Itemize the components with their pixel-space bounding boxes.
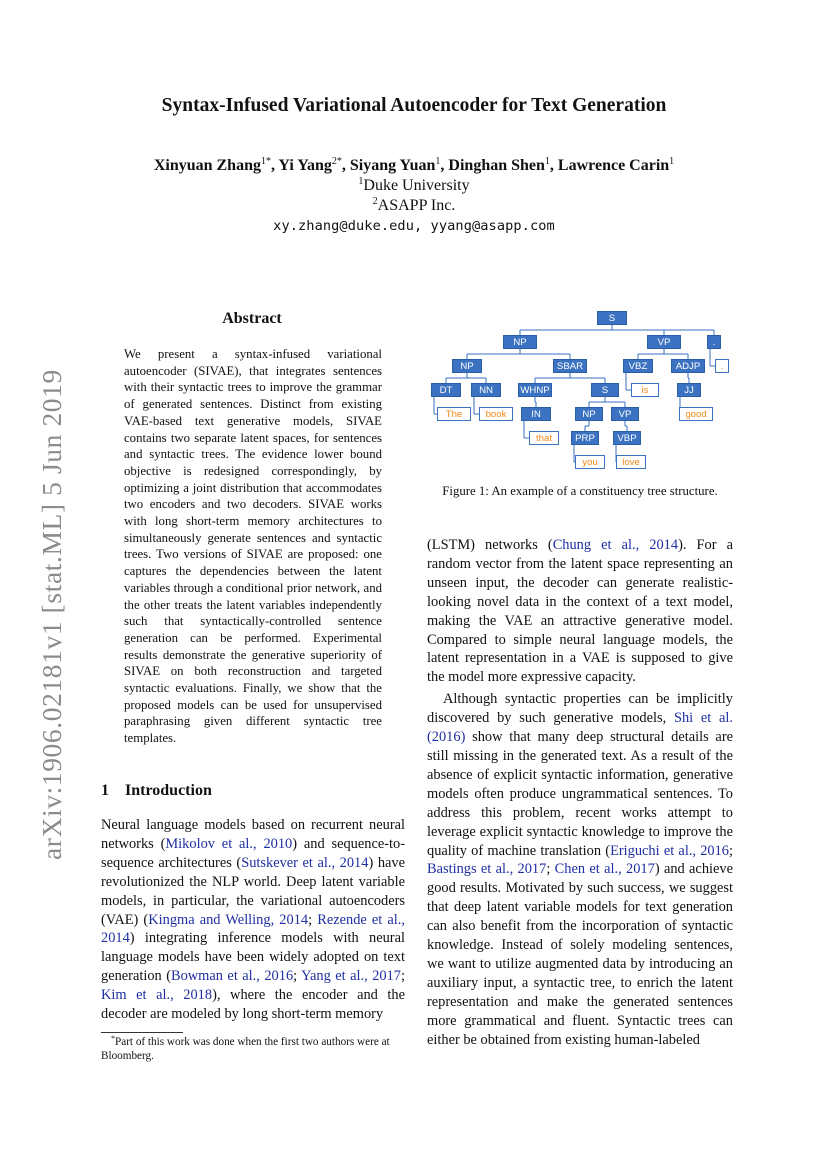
tree-node-label: NP	[452, 359, 482, 373]
citation-link[interactable]: Yang et al., 2017	[301, 968, 401, 985]
body-text: ;	[546, 861, 555, 878]
tree-node-label: VBZ	[623, 359, 653, 373]
tree-node-label: SBAR	[553, 359, 587, 373]
tree-leaf-word: The	[437, 407, 471, 421]
footnote-divider	[101, 1032, 183, 1033]
author-affiliation-marker: 1*	[260, 156, 271, 167]
author-name: Lawrence Carin	[557, 157, 670, 174]
footnote	[101, 1036, 405, 1063]
body-text: ). For a random vector from the latent space representing an unseen input, the decoder can generate realistic-looking novel data in the context of a text model, making the VAE an attractive generative model. Compared to simple neural language models, the latent representation in a VAE is supposed to give the model more expressive capacity.	[427, 537, 733, 686]
citation-link[interactable]: Shi et al. (2016)	[427, 710, 733, 746]
citation-link[interactable]: Eriguchi et al., 2016	[610, 842, 729, 859]
tree-node-label: WHNP	[518, 383, 552, 397]
affiliation-1	[0, 177, 828, 195]
tree-node-label: DT	[431, 383, 461, 397]
tree-node-label: IN	[521, 407, 551, 421]
paragraph	[427, 690, 733, 1049]
citation-link[interactable]: Bowman et al., 2016	[171, 968, 294, 985]
tree-leaf-word: .	[715, 359, 729, 373]
citation-link[interactable]: Bastings et al., 2017	[427, 861, 547, 878]
tree-node-label: .	[707, 335, 721, 349]
citation-link[interactable]: Kim et al., 2018	[101, 987, 213, 1004]
paper-title: Syntax-Infused Variational Autoencoder for Text Generation	[161, 95, 667, 116]
tree-node-label: ADJP	[671, 359, 705, 373]
author-name: Siyang Yuan	[349, 157, 436, 174]
tree-node-label: PRP	[571, 431, 599, 445]
section-number: 1	[101, 782, 109, 799]
author-affiliation-marker: 1	[669, 156, 675, 167]
body-text: (LSTM) networks (	[427, 537, 553, 553]
affiliation-1-name: Duke University	[363, 177, 470, 194]
abstract-heading: Abstract	[222, 310, 282, 327]
footnote-marker: *	[111, 1034, 115, 1043]
body-text: ;	[729, 842, 733, 859]
author-affiliation-marker: 1	[544, 156, 550, 167]
author-emails: xy.zhang@duke.edu, yyang@asapp.com	[273, 218, 555, 234]
body-text: ;	[293, 968, 302, 985]
body-text: ;	[308, 911, 318, 928]
citation-link[interactable]: Rezende et al., 2014	[101, 911, 405, 947]
tree-node-label: NP	[503, 335, 537, 349]
author-affiliation-marker: 2*	[331, 156, 342, 167]
section-heading-introduction	[101, 782, 212, 800]
citation-link[interactable]: Chung et al., 2014	[552, 537, 679, 553]
footnote-text: Part of this work was done when the first two authors were at Bloomberg.	[101, 1036, 390, 1062]
affiliation-2	[0, 197, 828, 215]
affiliation-2-marker: 2	[372, 196, 378, 207]
figure-constituency-tree	[425, 305, 737, 475]
tree-leaf-word: good	[679, 407, 713, 421]
tree-leaf-word: is	[631, 383, 659, 397]
affiliation-1-marker: 1	[358, 176, 364, 187]
tree-node-label: JJ	[677, 383, 701, 397]
citation-link[interactable]: Mikolov et al., 2010	[165, 835, 293, 852]
tree-node-label: VBP	[613, 431, 641, 445]
body-text: show that many deep structural details are still missing in the generated text. As a result of the absence of explicit syntactic information, generative models often produce ungrammatical sentences. To address this problem, recent works attempt to leverage explicit syntactic knowledge to improve the quality of machine translation (	[427, 729, 733, 859]
tree-leaf-word: you	[575, 455, 605, 469]
author-list: Xinyuan Zhang$^{1*}$, Yi Yang$^{2*}$, Siyang Yuan$^1$, Dinghan Shen$^1$, Lawrence Carin$^1$	[153, 156, 675, 174]
arxiv-identifier-stamp: arXiv:1906.02181v1 [stat.ML] 5 Jun 2019	[36, 369, 67, 860]
tree-node-label: S	[591, 383, 619, 397]
body-text: ) have revolutionized the NLP world. Deep latent variable models, in particular, the variational autoencoders (VAE) (	[101, 854, 405, 928]
tree-node-label: NN	[471, 383, 501, 397]
body-text: ) and sequence-to-sequence architectures (	[101, 835, 405, 871]
figure-caption: Figure 1: An example of a constituency tree structure.	[442, 484, 718, 498]
author-name: Yi Yang	[278, 157, 332, 174]
tree-leaf-word: book	[479, 407, 513, 421]
citation-link[interactable]: Sutskever et al., 2014	[241, 854, 369, 871]
body-text: ), where the encoder and the decoder are modeled by long short-term memory	[101, 987, 406, 1023]
body-text: Although syntactic properties can be implicitly discovered by such generative models,	[427, 691, 733, 727]
body-text: Neural language models based on recurrent neural networks (	[101, 817, 405, 852]
body-text: ) integrating inference models with neural language models have been widely adopted on text generation (	[101, 930, 405, 985]
abstract-body: We present a syntax-infused variational autoencoder (SIVAE), that integrates sentences with their syntactic trees to improve the grammar of generated sentences. Distinct from existing VAE-based text generative models, SIVAE contains two separate latent spaces, for sentences and syntactic trees. The evidence lower bound objective is redesigned correspondingly, by optimizing a joint distribution that accommodates two encoders and two decoders. SIVAE works with long short-term memory architectures to simultaneously generate sentences and syntactic trees. Two versions of SIVAE are proposed: one captures the dependencies between the latent variables through a conditional prior network, and the other treats the latent variables independently such that syntactically-controlled sentence generation can be performed. Experimental results demonstrate the generative superiority of SIVAE on both reconstruction and targeted syntactic evaluations. Finally, we show that the proposed models can be used for unsupervised paraphrasing given different syntactic tree templates.	[124, 347, 382, 746]
section-title: Introduction	[125, 782, 212, 799]
author-affiliation-marker: 1	[435, 156, 441, 167]
tree-node-label: NP	[575, 407, 603, 421]
tree-leaf-word: love	[616, 455, 646, 469]
tree-node-label: S	[597, 311, 627, 325]
citation-link[interactable]: Kingma and Welling, 2014	[148, 911, 309, 928]
body-text: ) and achieve good results. Motivated by such success, we suggest that deep latent variable models for text generation can also benefit from the incorporation of syntactic knowledge. Instead of solely modeling sentences, we want to utilize augmented data by introducing an auxiliary input, a syntactic tree, to enrich the latent representation and make the generated sentences more grammatical and fluent. Syntactic trees can either be obtained from existing human-labeled	[427, 861, 733, 1048]
author-name: Xinyuan Zhang	[153, 157, 261, 174]
body-text: ;	[401, 968, 405, 985]
affiliation-2-name: ASAPP Inc.	[377, 197, 456, 214]
introduction-right-column	[427, 536, 733, 1049]
introduction-left-column	[101, 816, 405, 1024]
tree-leaf-word: that	[529, 431, 559, 445]
citation-link[interactable]: Chen et al., 2017	[554, 861, 655, 878]
tree-node-label: VP	[611, 407, 639, 421]
paragraph	[427, 536, 733, 687]
author-name: Dinghan Shen	[448, 157, 545, 174]
tree-node-label: VP	[647, 335, 681, 349]
